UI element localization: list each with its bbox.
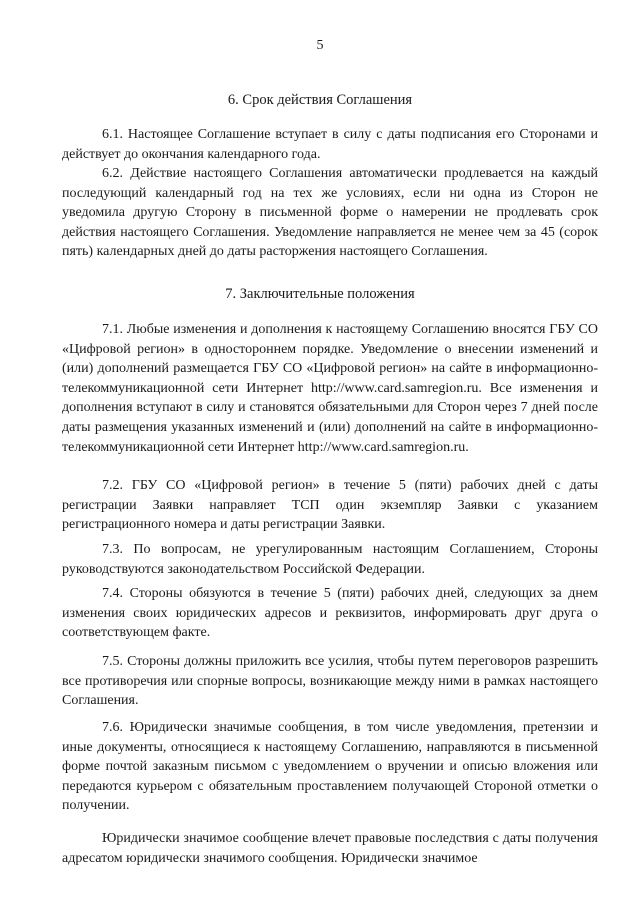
paragraph-7-1: 7.1. Любые изменения и дополнения к настоящему Соглашению вносятся ГБУ СО «Цифровой регион» в одностороннем порядке. Уведомление о внесении изменений и (или) дополнений размещается ГБУ СО «Цифровой регион» на сайте в информационно-телекоммуникационной сети Интернет http://www.card.samregion.ru. Все изменения и дополнения вступают в силу и становятся обязательными для Сторон через 7 дней после даты размещения указанных изменений и (или) дополнений на сайте в информационно-телекоммуникационной сети Интернет http://www.card.samregion.ru.	[62, 322, 598, 455]
paragraph-7-5: 7.5. Стороны должны приложить все усилия, чтобы путем переговоров разрешить все противоречия или спорные вопросы, возникающие между ними в рамках настоящего Соглашения.	[62, 654, 598, 709]
paragraph-7-3: 7.3. По вопросам, не урегулированным настоящим Соглашением, Стороны руководствуются законодательством Российской Федерации.	[62, 542, 598, 577]
paragraph-7-6: 7.6. Юридически значимые сообщения, в том числе уведомления, претензии и иные документы, относящиеся к настоящему Соглашению, направляются в письменной форме почтой заказным письмом с уведомлением о вручении и описью вложения или передаются курьером с обязательным проставлением получающей Стороной отметки о получении.	[62, 720, 598, 814]
paragraph-6-1: 6.1. Настоящее Соглашение вступает в силу с даты подписания его Сторонами и действует до окончания календарного года.	[62, 127, 598, 162]
paragraph-6-2: 6.2. Действие настоящего Соглашения автоматически продлевается на каждый последующий календарный год на тех же условиях, если ни одна из Сторон не уведомила другую Сторону в письменной форме о намерении не продлевать срок действия настоящего Соглашения. Уведомление направляется не менее чем за 45 (сорок пять) календарных дней до даты расторжения настоящего Соглашения.	[62, 166, 598, 260]
paragraph-7-2: 7.2. ГБУ СО «Цифровой регион» в течение 5 (пяти) рабочих дней с даты регистрации Заявки направляет ТСП один экземпляр Заявки с указанием регистрационного номера и даты регистрации Заявки.	[62, 478, 598, 533]
paragraph-7-4: 7.4. Стороны обязуются в течение 5 (пяти) рабочих дней, следующих за днем изменения своих юридических адресов и реквизитов, информировать друг друга о соответствующем факте.	[62, 586, 598, 641]
paragraph-7-6-continuation: Юридически значимое сообщение влечет правовые последствия с даты получения адресатом юридически значимого сообщения. Юридически значимое	[62, 831, 598, 866]
section-7-heading: 7. Заключительные положения	[225, 286, 415, 302]
section-6-heading: 6. Срок действия Соглашения	[227, 92, 413, 108]
page-number: 5	[316, 38, 324, 53]
